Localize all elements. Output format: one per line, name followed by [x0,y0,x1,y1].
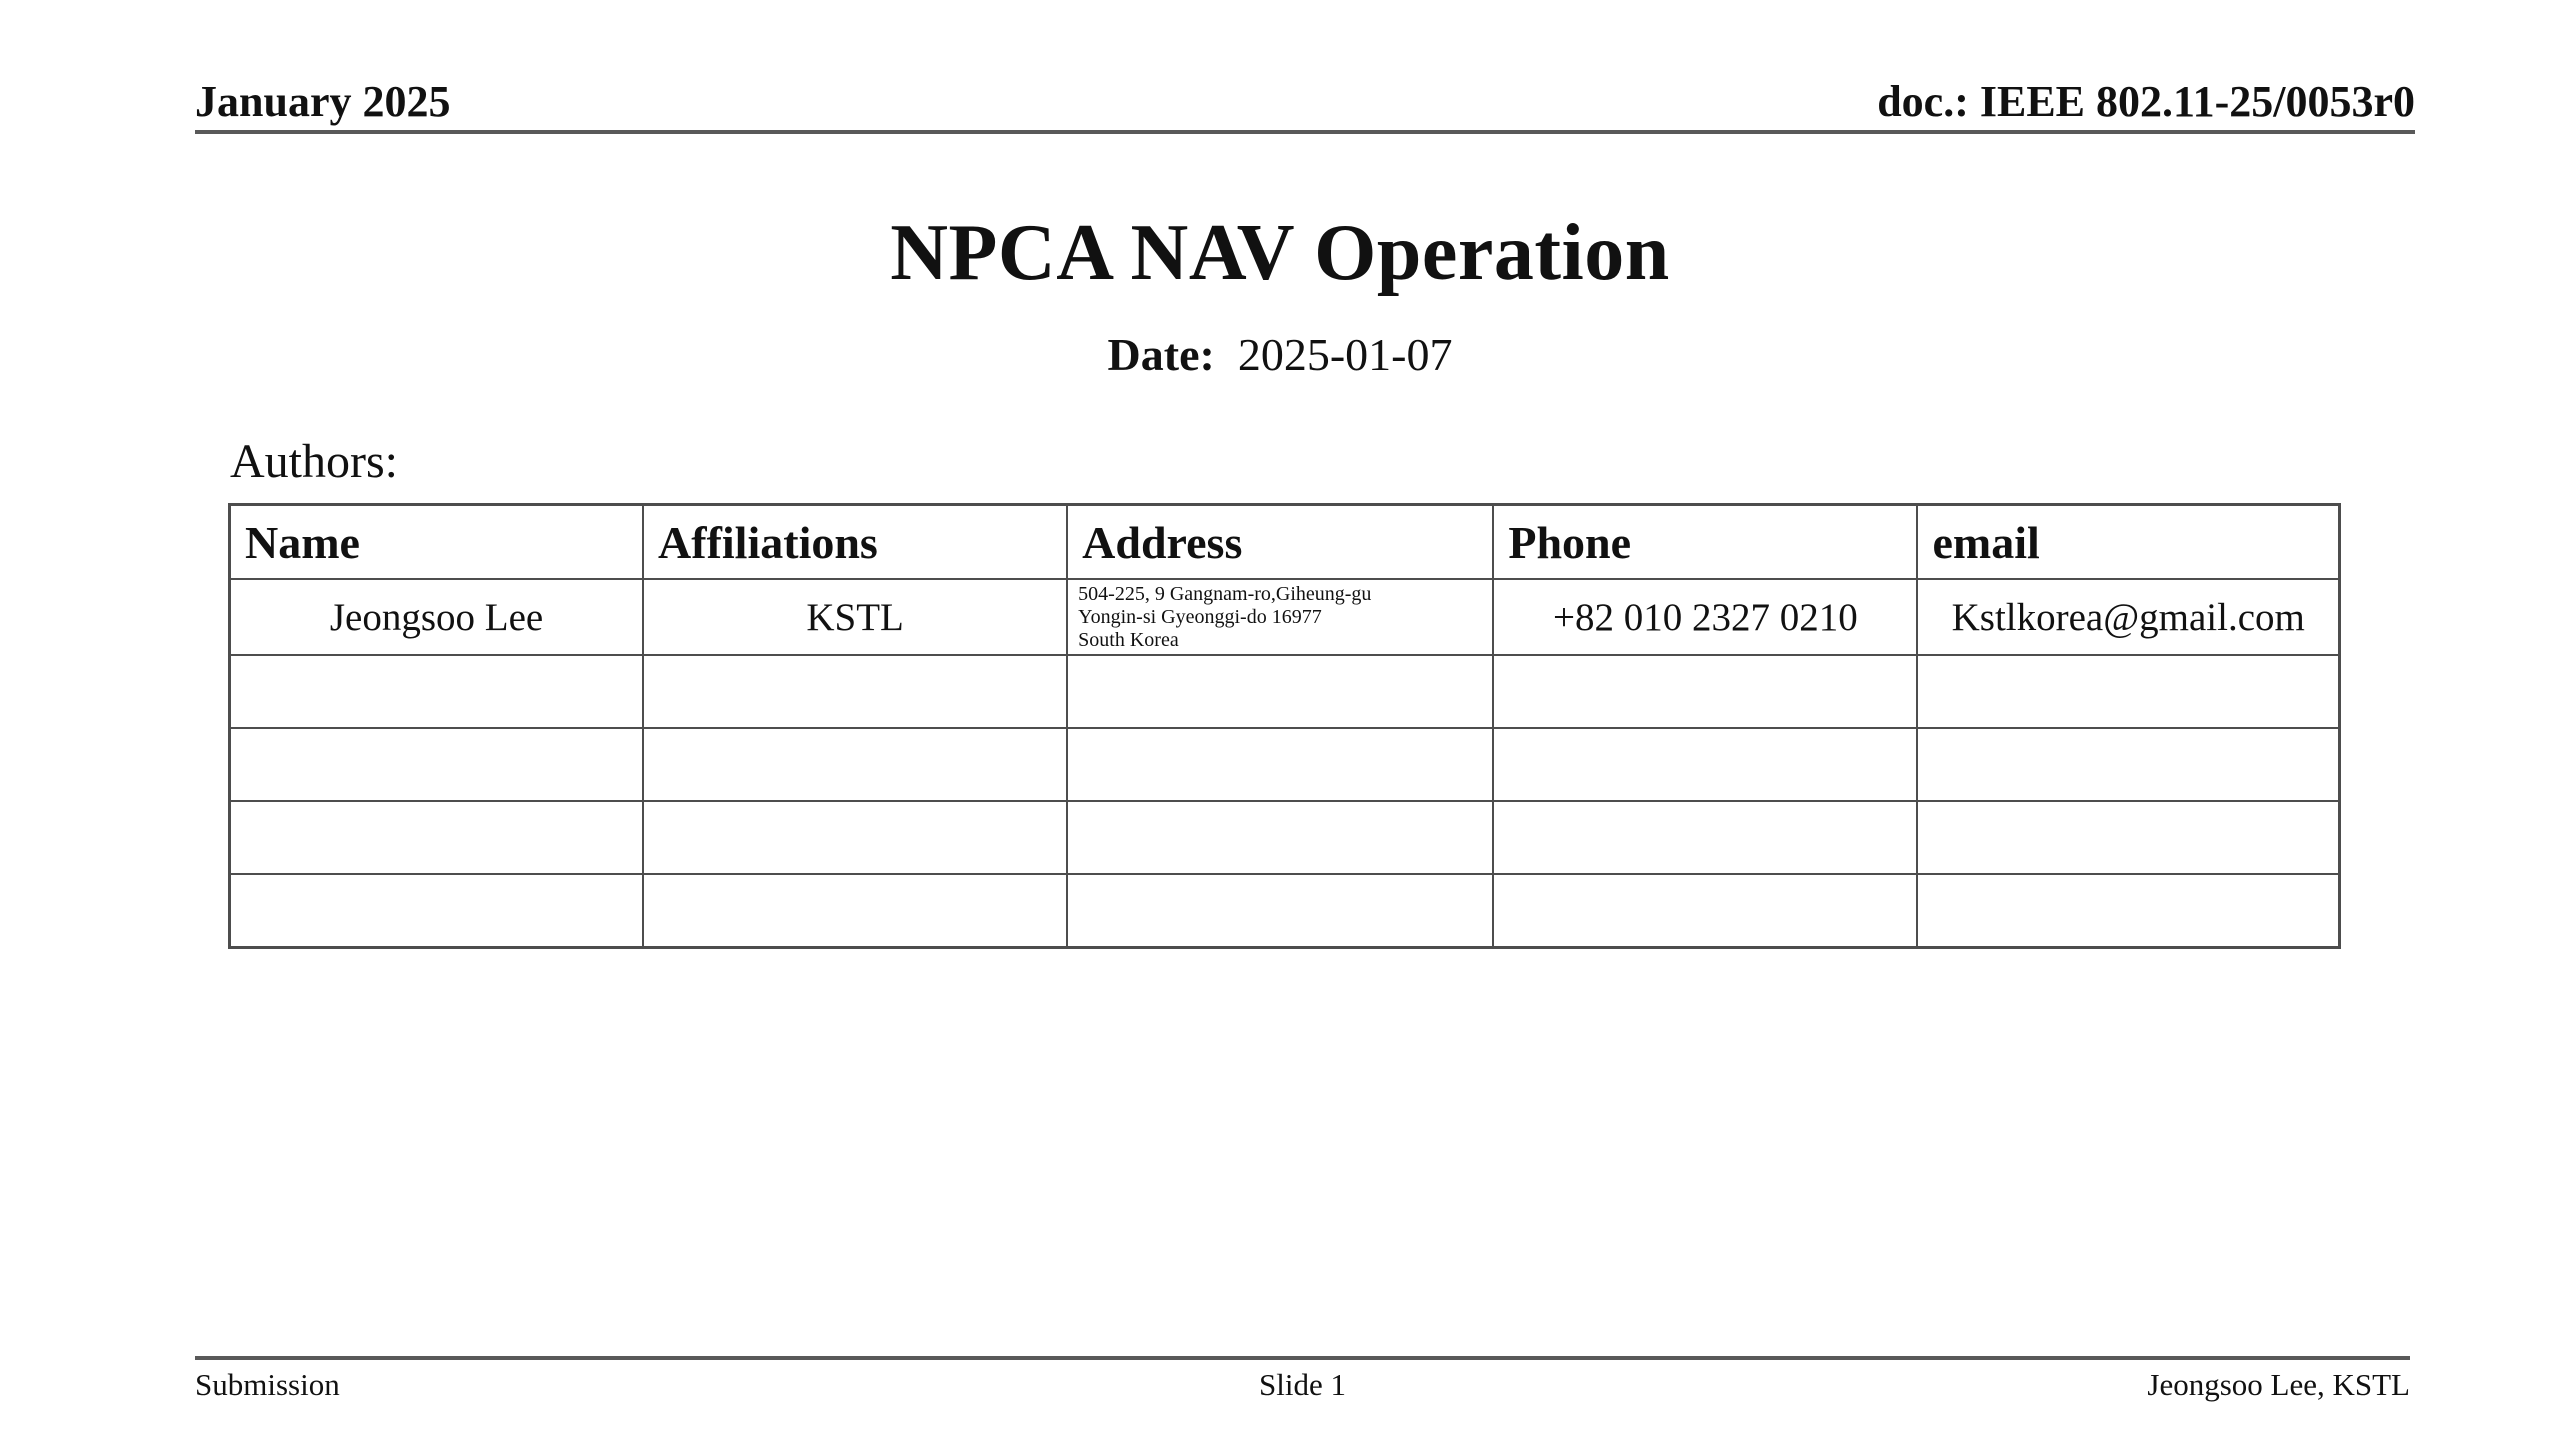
empty-cell [1493,874,1917,948]
table-row-author [230,579,2340,655]
table-row-empty [230,655,2340,728]
column-header-email: email [1917,505,2339,580]
column-header-name: Name [230,505,644,580]
date-line [0,328,2560,381]
authors-table [228,503,2341,949]
date-value-text: 2025-01-07 [1237,329,1453,380]
authors-table-head [230,505,2340,580]
empty-cell [1493,801,1917,874]
authors-label: Authors: [230,435,398,488]
empty-cell [1067,874,1493,948]
page-header [195,78,2415,134]
empty-cell [1493,655,1917,728]
page-footer [195,1356,2410,1402]
date-value [1226,329,1238,380]
empty-cell [230,655,644,728]
empty-cell [643,655,1067,728]
empty-cell [230,728,644,801]
table-row-empty [230,728,2340,801]
empty-cell [643,874,1067,948]
empty-cell [230,801,644,874]
empty-cell [1917,655,2339,728]
date-label: Date: [1107,329,1215,380]
empty-cell [1067,655,1493,728]
address-line-3: South Korea [1078,629,1179,651]
footer-slide-number: Slide 1 [1259,1367,1346,1402]
author-email-cell: Kstlkorea@gmail.com [1917,579,2339,655]
empty-cell [1917,874,2339,948]
author-affiliation-cell: KSTL [643,579,1067,655]
empty-cell [643,801,1067,874]
footer-author-text: Jeongsoo Lee, KSTL [2147,1367,2410,1402]
header-date-text: January 2025 [195,77,451,126]
column-header-affiliations: Affiliations [643,505,1067,580]
column-header-phone: Phone [1493,505,1917,580]
footer-submission-text: Submission [195,1367,340,1402]
address-line-2: Yongin-si Gyeonggi-do 16977 [1078,606,1322,628]
author-address-cell [1067,579,1493,655]
address-line-1: 504-225, 9 Gangnam-ro,Giheung-gu [1078,583,1372,605]
table-row-empty [230,874,2340,948]
empty-cell [1067,728,1493,801]
empty-cell [1917,728,2339,801]
empty-cell [1493,728,1917,801]
authors-table-body [230,579,2340,948]
table-row-empty [230,801,2340,874]
author-name-cell: Jeongsoo Lee [230,579,644,655]
page-title: NPCA NAV Operation [890,209,1670,297]
empty-cell [643,728,1067,801]
empty-cell [1917,801,2339,874]
header-doc-number: doc.: IEEE 802.11-25/0053r0 [1877,77,2415,126]
empty-cell [1067,801,1493,874]
empty-cell [230,874,644,948]
column-header-address: Address [1067,505,1493,580]
author-phone-cell: +82 010 2327 0210 [1493,579,1917,655]
table-header-row [230,505,2340,580]
